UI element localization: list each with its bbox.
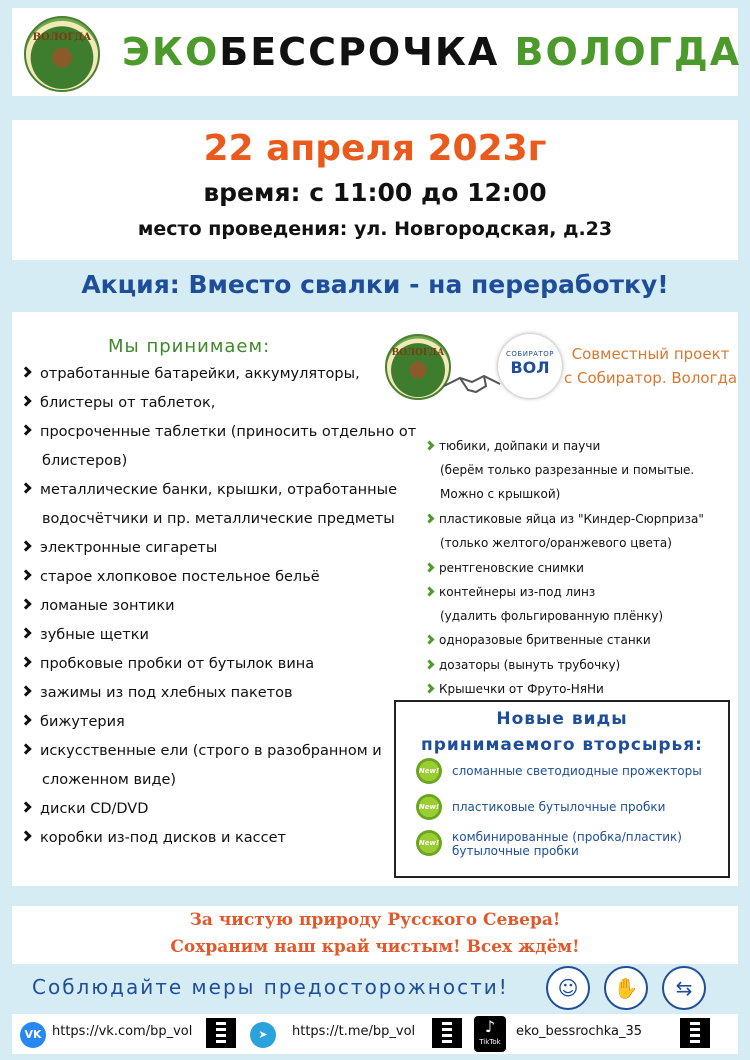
accept-item: бижутерия <box>20 708 125 737</box>
new-badge-icon: New! <box>416 830 442 856</box>
chevron-right-icon <box>20 801 31 812</box>
chevron-right-icon <box>20 598 31 609</box>
chevron-right-icon <box>20 395 31 406</box>
slogan-line-1: За чистую природу Русского Севера! <box>189 910 561 930</box>
new-type-item: комбинированные (пробка/пластик) бутылочные пробки <box>452 830 682 858</box>
telegram-link[interactable]: https://t.me/bp_vol <box>292 1024 416 1039</box>
right-accept-item: одноразовые бритвенные станки <box>426 628 651 652</box>
action-title: Акция: Вместо свалки - на переработку! <box>81 270 669 299</box>
chevron-right-icon <box>20 656 31 667</box>
joint-project-text: Совместный проект с Собиратор. Вологда <box>564 345 738 387</box>
chevron-right-icon <box>20 482 31 493</box>
event-date: 22 апреля 2023г <box>203 128 547 169</box>
green-chevron-icon <box>425 659 435 669</box>
tiktok-icon[interactable]: ♪ TikTok <box>474 1016 506 1052</box>
distance-icon: ⇆ <box>662 966 706 1010</box>
vk-qr-code <box>206 1018 236 1048</box>
accept-item: просроченные таблетки (приносить отдельно от блистеров) <box>20 418 416 476</box>
accept-item: отработанные батарейки, аккумуляторы, <box>20 360 360 389</box>
chevron-right-icon <box>20 830 31 841</box>
accept-title: Мы принимаем: <box>108 336 271 357</box>
accept-item: блистеры от таблеток, <box>20 389 215 418</box>
logo-text: ВОЛОГДА <box>32 32 92 43</box>
slogan-line-2: Сохраним наш край чистым! Всех ждём! <box>170 937 580 957</box>
accept-item: металлические банки, крышки, отработанные водосчётчики и пр. металлические предметы <box>20 476 397 534</box>
green-chevron-icon <box>425 635 435 645</box>
sobirator-logo: СОБИРАТОР ВОЛ <box>498 334 562 398</box>
green-chevron-icon <box>425 562 435 572</box>
chevron-right-icon <box>20 714 31 725</box>
tiktok-qr-code <box>680 1018 710 1048</box>
chevron-right-icon <box>20 743 31 754</box>
new-types-title: Новые виды принимаемого вторсырья: <box>421 709 703 755</box>
footer <box>12 1014 738 1054</box>
header <box>12 8 742 96</box>
chevron-right-icon <box>20 685 31 696</box>
right-accept-item: Крышечки от Фруто-НяНи <box>426 677 604 701</box>
hand-wash-icon: ✋ <box>604 966 648 1010</box>
event-time: время: с 11:00 до 12:00 <box>203 178 547 207</box>
accept-item: искусственные ели (строго в разобранном и сложенном виде) <box>20 737 382 795</box>
ecobessrochka-logo <box>24 16 100 92</box>
new-type-item: сломанные светодиодные прожекторы <box>452 764 702 778</box>
new-badge-icon: New! <box>416 794 442 820</box>
new-type-item: пластиковые бутылочные пробки <box>452 800 666 814</box>
chevron-right-icon <box>20 540 31 551</box>
green-chevron-icon <box>425 684 435 694</box>
chevron-right-icon <box>20 627 31 638</box>
accept-item: пробковые пробки от бутылок вина <box>20 650 314 679</box>
page-title: ЭКОБЕССРОЧКА ВОЛОГДА <box>122 30 742 74</box>
slogans <box>12 906 738 964</box>
event-place: место проведения: ул. Новгородская, д.23 <box>137 218 613 240</box>
green-chevron-icon <box>425 513 435 523</box>
right-accept-item: рентгеновские снимки <box>426 556 584 580</box>
green-chevron-icon <box>425 441 435 451</box>
accept-item: электронные сигареты <box>20 534 217 563</box>
chevron-right-icon <box>20 366 31 377</box>
safety-notice: Соблюдайте меры предосторожности! <box>32 975 509 999</box>
accept-item: зубные щетки <box>20 621 149 650</box>
mask-person-icon: ☺ <box>546 966 590 1010</box>
vk-link[interactable]: https://vk.com/bp_vol <box>52 1024 193 1039</box>
event-info <box>12 120 738 260</box>
main-content <box>12 312 738 886</box>
right-accept-item: тюбики, дойпаки и паучи (берём только разрезанные и помытые. Можно с крышкой) <box>426 434 694 506</box>
green-chevron-icon <box>425 586 435 596</box>
partner-logo: ВОЛОГДА <box>385 334 451 400</box>
new-types-box <box>394 700 730 878</box>
accept-item: ломаные зонтики <box>20 592 175 621</box>
accept-item: старое хлопковое постельное бельё <box>20 563 320 592</box>
right-accept-item: контейнеры из-под линз (удалить фольгированную плёнку) <box>426 580 663 628</box>
accept-item: коробки из-под дисков и кассет <box>20 824 286 853</box>
handshake-icon <box>442 364 502 398</box>
tiktok-handle[interactable]: eko_bessrochka_35 <box>516 1024 643 1039</box>
chevron-right-icon <box>20 569 31 580</box>
telegram-icon[interactable]: ➤ <box>250 1022 276 1048</box>
new-badge-icon: New! <box>416 758 442 784</box>
right-accept-item: дозаторы (вынуть трубочку) <box>426 653 620 677</box>
chevron-right-icon <box>20 424 31 435</box>
accept-item: зажимы из под хлебных пакетов <box>20 679 293 708</box>
right-accept-item: пластиковые яйца из "Киндер-Сюрприза" (только желтого/оранжевого цвета) <box>426 507 704 555</box>
vk-icon[interactable]: VK <box>20 1022 46 1048</box>
telegram-qr-code <box>432 1018 462 1048</box>
accept-item: диски CD/DVD <box>20 795 148 824</box>
